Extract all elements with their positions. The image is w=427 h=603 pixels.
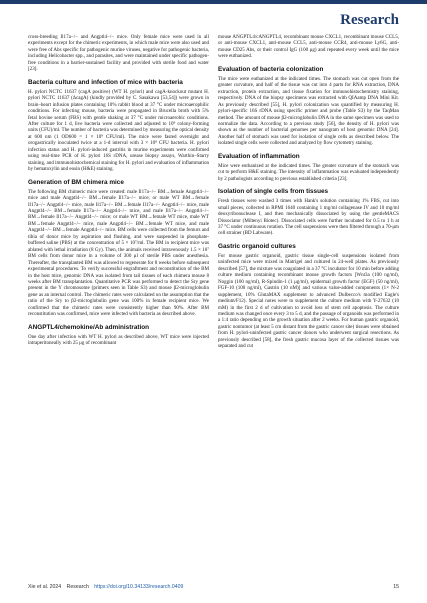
body-paragraph: For mouse gastric organoid, gastric tissue single-cell suspensions isolated from uninfected mice were mixed in Matrigel and cultured in 24-well plates. As previously described [57], the mixture was coagulated in a 37 °C incubator for 10 min before adding culture medium containing recombinant mouse growth factors [Wnt3a (100 ng/ml), Noggin (100 ng/ml), R-Spindin-1 (1 μg/ml), epidermal growth factor (EGF) (50 ng/ml), FGF-10 (100 ng/ml), Gastrin (10 nM)] and various value-added components (1× N-2 supplement, 10% GlutaMAX supplement to advanced Dulbecco's modified Eagle's medium/F12). Special notes were to supplement the culture medium with Y-27632 (10 mM) in the first 2 d of cultivation to avoid loss of stem cell apoptosis. The culture medium was changed once every 3 to 5 d, and the passage of organoids was performed in a 1:4 ratio depending on the growth situation after 2 weeks. For human gastric organoid, gastric nontumor (at least 5 cm distant from the gastric cancer site) tissues were obtained from H. pylori-uninfected gastric cancer donors who underwent surgical resections. As previously described [58], the fresh gastric mucosa layer of the collected tissues was separated and cut bbox=[218, 252, 399, 350]
journal-brand: Research bbox=[340, 12, 399, 28]
section-heading: Gastric organoid cultures bbox=[218, 242, 296, 250]
body-paragraph: cross-breeding Il17a−/− and Angptl4−/− mice. Only female mice were used in all experiments except for the chimeric experiments, in which male mice were also used and were free of Abs specific for pathogenic murine viruses, negative for pathogenic bacteria, including Helicobacter spp., and parasites, and were maintained under specific pathogen-free conditions in a barrier-sustained facility and provided with sterile food and water [23]. bbox=[28, 34, 209, 73]
page-footer bbox=[28, 584, 399, 590]
section-heading: Bacteria culture and infection of mice with bacteria bbox=[28, 78, 183, 86]
body-paragraph: H. pylori NCTC 11637 (cagA positive) (WT H. pylori) and cagA-knockout mutant H. pylori NCTC 11637 (ΔcagA) (kindly provided by C. Sasakawa [53,54]) were grown in brain–heart infusion plates containing 10% rabbit blood at 37 °C under microaerophilic conditions. For infecting mouse, bacteria were propagated in Brucella broth with 5% fetal bovine serum (FBS) with gentle shaking at 37 °C under microaerobic conditions. After culture for 1 d, live bacteria were collected and adjusted to 10⁹ colony-forming units (CFU)/ml. The number of bacteria was determined by measuring the optical density at 600 nm (1 OD600 = 1 × 10⁹ CFU/ml). The mice were fasted overnight and orogastrically inoculated twice at a 1-d interval with 3 × 10⁸ CFU bacteria. H. pylori infection status and H. pylori-induced gastritis in murine experiments were confirmed using real-time PCR of H. pylori 16S rDNA, urease biopsy assays, Warthin–Starry staining, and immunohistochemical staining for H. pylori and evaluation of inflammation by hematoxylin and eosin (H&E) staining. bbox=[28, 88, 209, 173]
footer-journal: Research bbox=[66, 584, 89, 590]
footer-authors: Xie et al. 2024 bbox=[28, 584, 62, 590]
section-heading: Evaluation of inflammation bbox=[218, 152, 300, 160]
body-paragraph: The mice were euthanized at the indicated times. The stomach was cut open from the greater curvature, and half of the tissue was cut into 4 parts for RNA extraction, DNA extraction, protein extraction, and tissue fixation for immunohistochemistry staining, respectively. DNA of the biopsy specimens was extracted with QIAamp DNA Mini Kit. As previously described [55], H. pylori colonization was quantified by measuring H. pylori-specific 16S rDNA using specific primer and probe (Table S3) by the TaqMan method. The amount of mouse β2-microglobulin DNA in the same specimen was used to normalize the data. According to a previous study [56], the density of H. pylori was shown as the number of bacterial genomes per nanogram of host genomic DNA [24]. Another half of stomach was used for isolation of single cells as described below. The isolated single cells were collected and analyzed by flow cytometry staining. bbox=[218, 75, 399, 147]
body-paragraph: Mice were euthanized at the indicated times. The greater curvature of the stomach was cut to perform H&E staining. The intensity of inflammation was evaluated independently by 2 pathologists according to previous established criteria [23]. bbox=[218, 162, 399, 182]
body-paragraph: The following BM chimeric mice were created: male Il17a−/− BM→female Angptl4−/− mice and male Angptl4−/− BM→female Il17a−/− mice; or male WT BM→female Il17a−/− Angptl4−/− mice, male Il17a−/− BM→female Il17a−/− Angptl4−/− mice, male Angptl4−/− BM→female Il17a−/− Angptl4−/− mice, and male Il17a−/− Angptl4−/− BM→female Il17a−/− Angptl4−/− mice; or male WT BM→female WT mice, male WT BM→female Angptl4−/− mice, male Angptl4−/− BM→female WT mice, and male Angptl4−/− BM→female Angptl4−/− mice. BM cells were collected from the femurs and tibia of donor mice by aspiration and flushing, and were suspended in phosphate-buffered saline (PBS) at the concentration of 5 × 10⁷/ml. The BM in recipient mice was ablated with lethal irradiation (8 Gy). Then, the animals received intravenously 1.5 × 10⁷ BM cells from donor mice in a volume of 300 μl of sterile PBS under anesthesia. Thereafter, the transplanted BM was allowed to regenerate for 8 weeks before subsequent experimental procedures. To verify successful engraftment and reconstitution of the BM in the host mice, genomic DNA was isolated from tail tissues of each chimera mouse 8 weeks after BM transplantation. Quantitative PCR was performed to detect the Sry gene present in the Y chromosome (primers seen in Table S3) and mouse β2-microglobulin gene as an internal control. The chimeric rates were calculated on the assumption that the ratio of the Sry to β2-microglobulin gene was 100% in female recipient mice. We confirmed that the chimeric rates were consistently higher than 90%. After BM reconstitution was confirmed, mice were infected with bacteria as described above. bbox=[28, 188, 209, 318]
section-heading: Generation of BM chimera mice bbox=[28, 178, 124, 186]
body-paragraph: Fresh tissues were washed 3 times with Hank's solution containing 1% FBS, cut into small pieces, collected in RPMI 1640 containing 1 mg/ml collagenase IV and 10 mg/ml deoxyribonuclease I, and then mechanically dissociated by using the gentleMACS Dissociator (Miltenyi Biotec). Dissociated cells were further incubated for 0.5 to 1 h at 37 °C under continuous rotation. The cell suspensions were then filtered through a 70-μm cell strainer (BD Labware). bbox=[218, 198, 399, 237]
page-number: 15 bbox=[393, 584, 399, 590]
section-heading: Evaluation of bacteria colonization bbox=[218, 65, 324, 73]
footer-doi-link[interactable]: https://doi.org/10.34133/research.0409 bbox=[94, 584, 184, 590]
right-column bbox=[218, 34, 399, 574]
body-paragraph: mouse ANGPTL4/cANGPTL4, recombinant mouse CXCL1, recombinant mouse CCL5, or anti-mouse CXCL1, anti-mouse CCL5, anti-mouse CCR4, anti-mouse Ly6G, anti-mouse CD25 Abs, or their control IgG (100 μg) and repeated every week until the mice were euthanized. bbox=[218, 34, 399, 60]
body-paragraph: One day after infection with WT H. pylori as described above, WT mice were injected intraperitoneally with 25 μg of recombinant bbox=[28, 333, 209, 347]
top-accent-bar bbox=[0, 0, 427, 4]
section-heading: Isolation of single cells from tissues bbox=[218, 188, 329, 196]
left-column bbox=[28, 34, 209, 574]
section-heading: ANGPTL4/chemokine/Ab administration bbox=[28, 323, 150, 331]
article-body bbox=[28, 34, 399, 574]
